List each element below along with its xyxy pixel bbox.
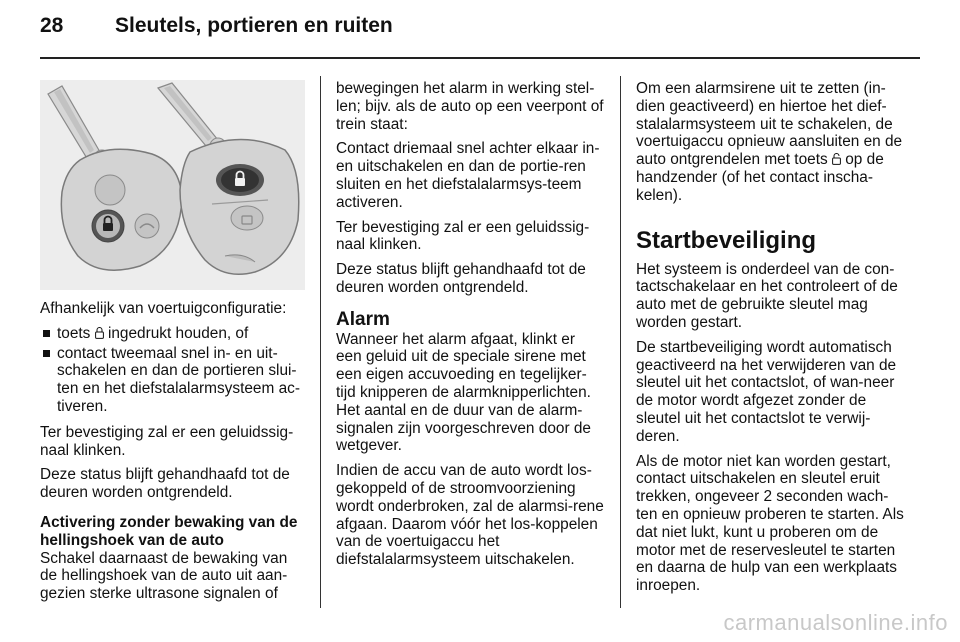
- page-number: 28: [40, 14, 64, 37]
- section-heading: Activering zonder bewaking van de hellingshoek van de auto: [40, 513, 298, 549]
- paragraph: Indien de accu van de auto wordt los-gekoppeld of de stroomvoorziening wordt onderbroken, zal de alarmsi-rene afgaan. Daarom vóór het los-koppelen van de voertuigaccu het diefstalalarmsysteem uitschakelen.: [336, 462, 604, 569]
- header-rule: [40, 57, 920, 59]
- switch-text: Schakel daarnaast de bewaking van de hellingshoek van de auto uit aan-gezien sterke ultrasone signalen of: [40, 549, 288, 603]
- remote-keys-illustration: [40, 80, 305, 290]
- paragraph: Als de motor niet kan worden gestart, contact uitschakelen en sleutel eruit trekken, ongeveer 2 seconden wach-ten en opnieuw proberen te starten. Als dat niet lukt, kunt u proberen om de motor met de reservesleutel te starten en daarna de hulp van een werkplaats inroepen.: [636, 452, 904, 595]
- startbeveiliging-heading: Startbeveiliging: [636, 226, 817, 254]
- lock-open-icon: [832, 152, 841, 164]
- paragraph: Om een alarmsirene uit te zetten (in-dien geactiveerd) en hiertoe het dief-stalalarmsysteem uit te schakelen, de voertuigaccu opnieuw aansluiten en de auto ontgrendelen met toets op de handzender (of het contact inscha-kelen).: [636, 80, 903, 204]
- chapter-title: Sleutels, portieren en ruiten: [115, 14, 393, 37]
- list-item: toets ingedrukt houden, of: [40, 325, 305, 343]
- lock-closed-icon: [95, 326, 104, 338]
- column-divider-2: [620, 76, 621, 608]
- column-divider-1: [320, 76, 321, 608]
- paragraph: bewegingen het alarm in werking stel-len; bijv. als de auto op een veerpont of trein staat:: [336, 80, 604, 133]
- page-header: [40, 14, 920, 54]
- status-text: Deze status blijft gehandhaafd tot de deuren worden ontgrendeld.: [40, 466, 290, 502]
- watermark: carmanualsonline.info: [723, 610, 948, 635]
- column-1: [40, 300, 305, 610]
- paragraph: De startbeveiliging wordt automatisch geactiveerd na het verwijderen van de sleutel uit het contactslot, of wan-neer de motor wordt afgezet zonder de sleutel uit het contactslot te verwij-deren.: [636, 338, 897, 445]
- paragraph: Contact driemaal snel achter elkaar in- en uitschakelen en dan de portie-ren sluiten en het diefstalalarmsys-teem activeren.: [336, 140, 600, 211]
- paragraph: Wanneer het alarm afgaat, klinkt er een geluid uit de speciale sirene met een eigen accuvoeding en tegelijker-tijd knipperen de alarmknipperlichten. Het aantal en de duur van de alarm-signalen zijn voorgeschreven door de wetgever.: [336, 330, 591, 455]
- intro-text: Afhankelijk van voertuigconfiguratie:: [40, 300, 287, 317]
- confirm-text: Ter bevestiging zal er een geluidssig-naal klinken.: [40, 423, 294, 459]
- alarm-heading: Alarm: [336, 308, 390, 330]
- paragraph: Deze status blijft gehandhaafd tot de deuren worden ontgrendeld.: [336, 261, 586, 296]
- paragraph: Het systeem is onderdeel van de con-tactschakelaar en het controleert of de auto met de gebruikte sleutel mag worden gestart.: [636, 260, 898, 331]
- remote-keys-svg: [40, 80, 305, 290]
- activation-list: [40, 325, 305, 416]
- list-item: contact tweemaal snel in- en uit-schakelen en dan de portieren slui-ten en het diefstalalarmsysteem ac-tiveren.: [40, 345, 305, 416]
- column-3: [636, 80, 904, 602]
- paragraph: Ter bevestiging zal er een geluidssig-naal klinken.: [336, 218, 590, 254]
- column-2: [336, 80, 604, 576]
